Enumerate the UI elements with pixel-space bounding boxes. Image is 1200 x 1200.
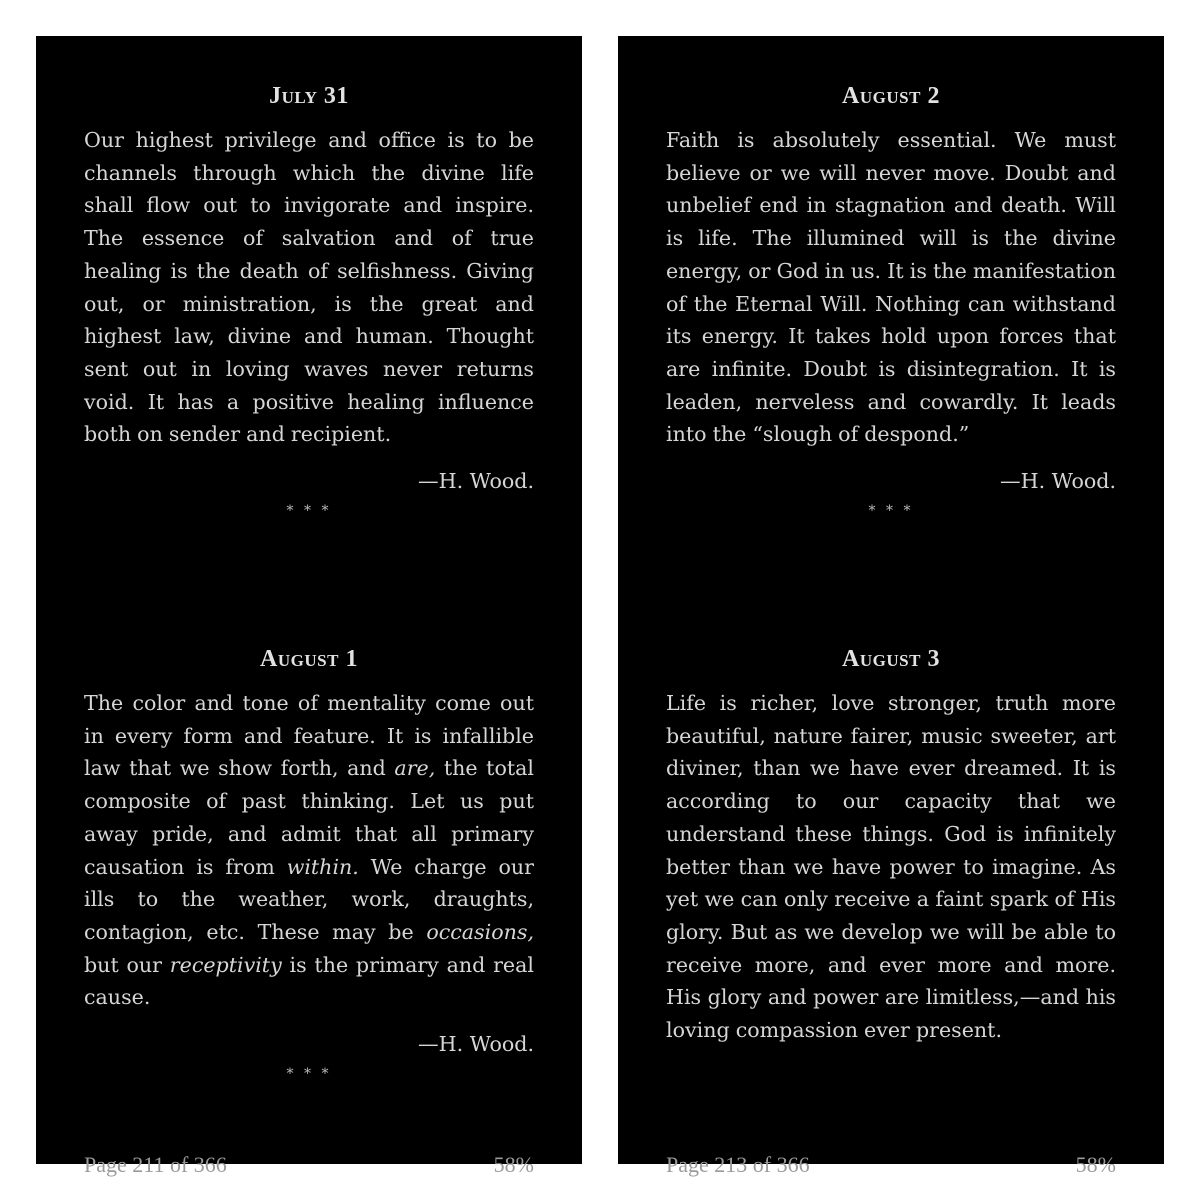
reading-progress-footer [84,1152,534,1178]
entry-title: July 31 [269,83,349,109]
section-separator: * * * [286,1066,332,1083]
text-run: Faith is absolutely essential. We must believe or we will never move. Doubt and unbelief end in stagnation and death. Will is life. The illumined will is the divine energy, or God in us. It is the manifestation of the Eternal Will. Nothing can withstand its energy. It takes hold upon forces that are infinite. Doubt is disintegration. It is leaden, nerveless and cowardly. It leads into the “slough of despond.” [666,128,1116,447]
percent-indicator: 58% [493,1152,534,1177]
entry-title: August 1 [260,646,358,672]
text-run: is the primary and real cause. [84,952,534,1010]
italic-text-run: are, [394,756,436,781]
text-run: the total composite of past thinking. Let us put away pride, and admit that all primary causation is from [84,756,534,879]
reader-screen-right[interactable] [618,36,1164,1177]
attribution: —H. Wood. [418,469,534,494]
entry-july-31 [84,80,534,519]
entry-august-3 [666,643,1116,1047]
italic-text-run: receptivity [169,952,282,977]
reader-screen-left[interactable] [36,36,582,1177]
entry-august-1 [84,643,534,1082]
entry-body [666,124,1116,451]
section-separator: * * * [286,503,332,520]
percent-indicator: 58% [1075,1152,1116,1177]
page-indicator: Page 213 of 366 [666,1152,810,1177]
entry-body [84,687,534,1014]
reading-progress-footer [666,1152,1116,1178]
attribution: —H. Wood. [1000,469,1116,494]
entry-august-2 [666,80,1116,519]
section-separator: * * * [868,503,914,520]
attribution: —H. Wood. [418,1032,534,1057]
entry-body [84,124,534,451]
page-indicator: Page 211 of 366 [84,1152,227,1177]
text-run: The color and tone of mentality come out in every form and feature. It is infallible law that we show forth, and [84,691,534,781]
text-run: Life is richer, love stronger, truth more beautiful, nature fairer, music sweeter, art diviner, than we have ever dreamed. It is according to our capacity that we understand these things. God is infinitely better than we have power to imagine. As yet we can only receive a faint spark of His glory. But as we develop we will be able to receive more, and ever more and more. His glory and power are limitless,—and his loving compassion ever present. [666,691,1116,1043]
text-run: but our [84,952,170,977]
entry-body [666,687,1116,1047]
entry-title: August 2 [842,83,940,109]
italic-text-run: within. [286,854,359,879]
italic-text-run: occasions, [426,919,534,944]
entry-title: August 3 [842,646,940,672]
text-run: Our highest privilege and office is to be channels through which the divine life shall flow out to invigorate and inspire. The essence of salvation and of true healing is the death of selfishness. Giving out, or ministration, is the great and highest law, divine and human. Thought sent out in loving waves never returns void. It has a positive healing influence both on sender and recipient. [84,128,534,447]
text-run: We charge our ills to the weather, work, draughts, contagion, etc. These may be [84,854,534,944]
